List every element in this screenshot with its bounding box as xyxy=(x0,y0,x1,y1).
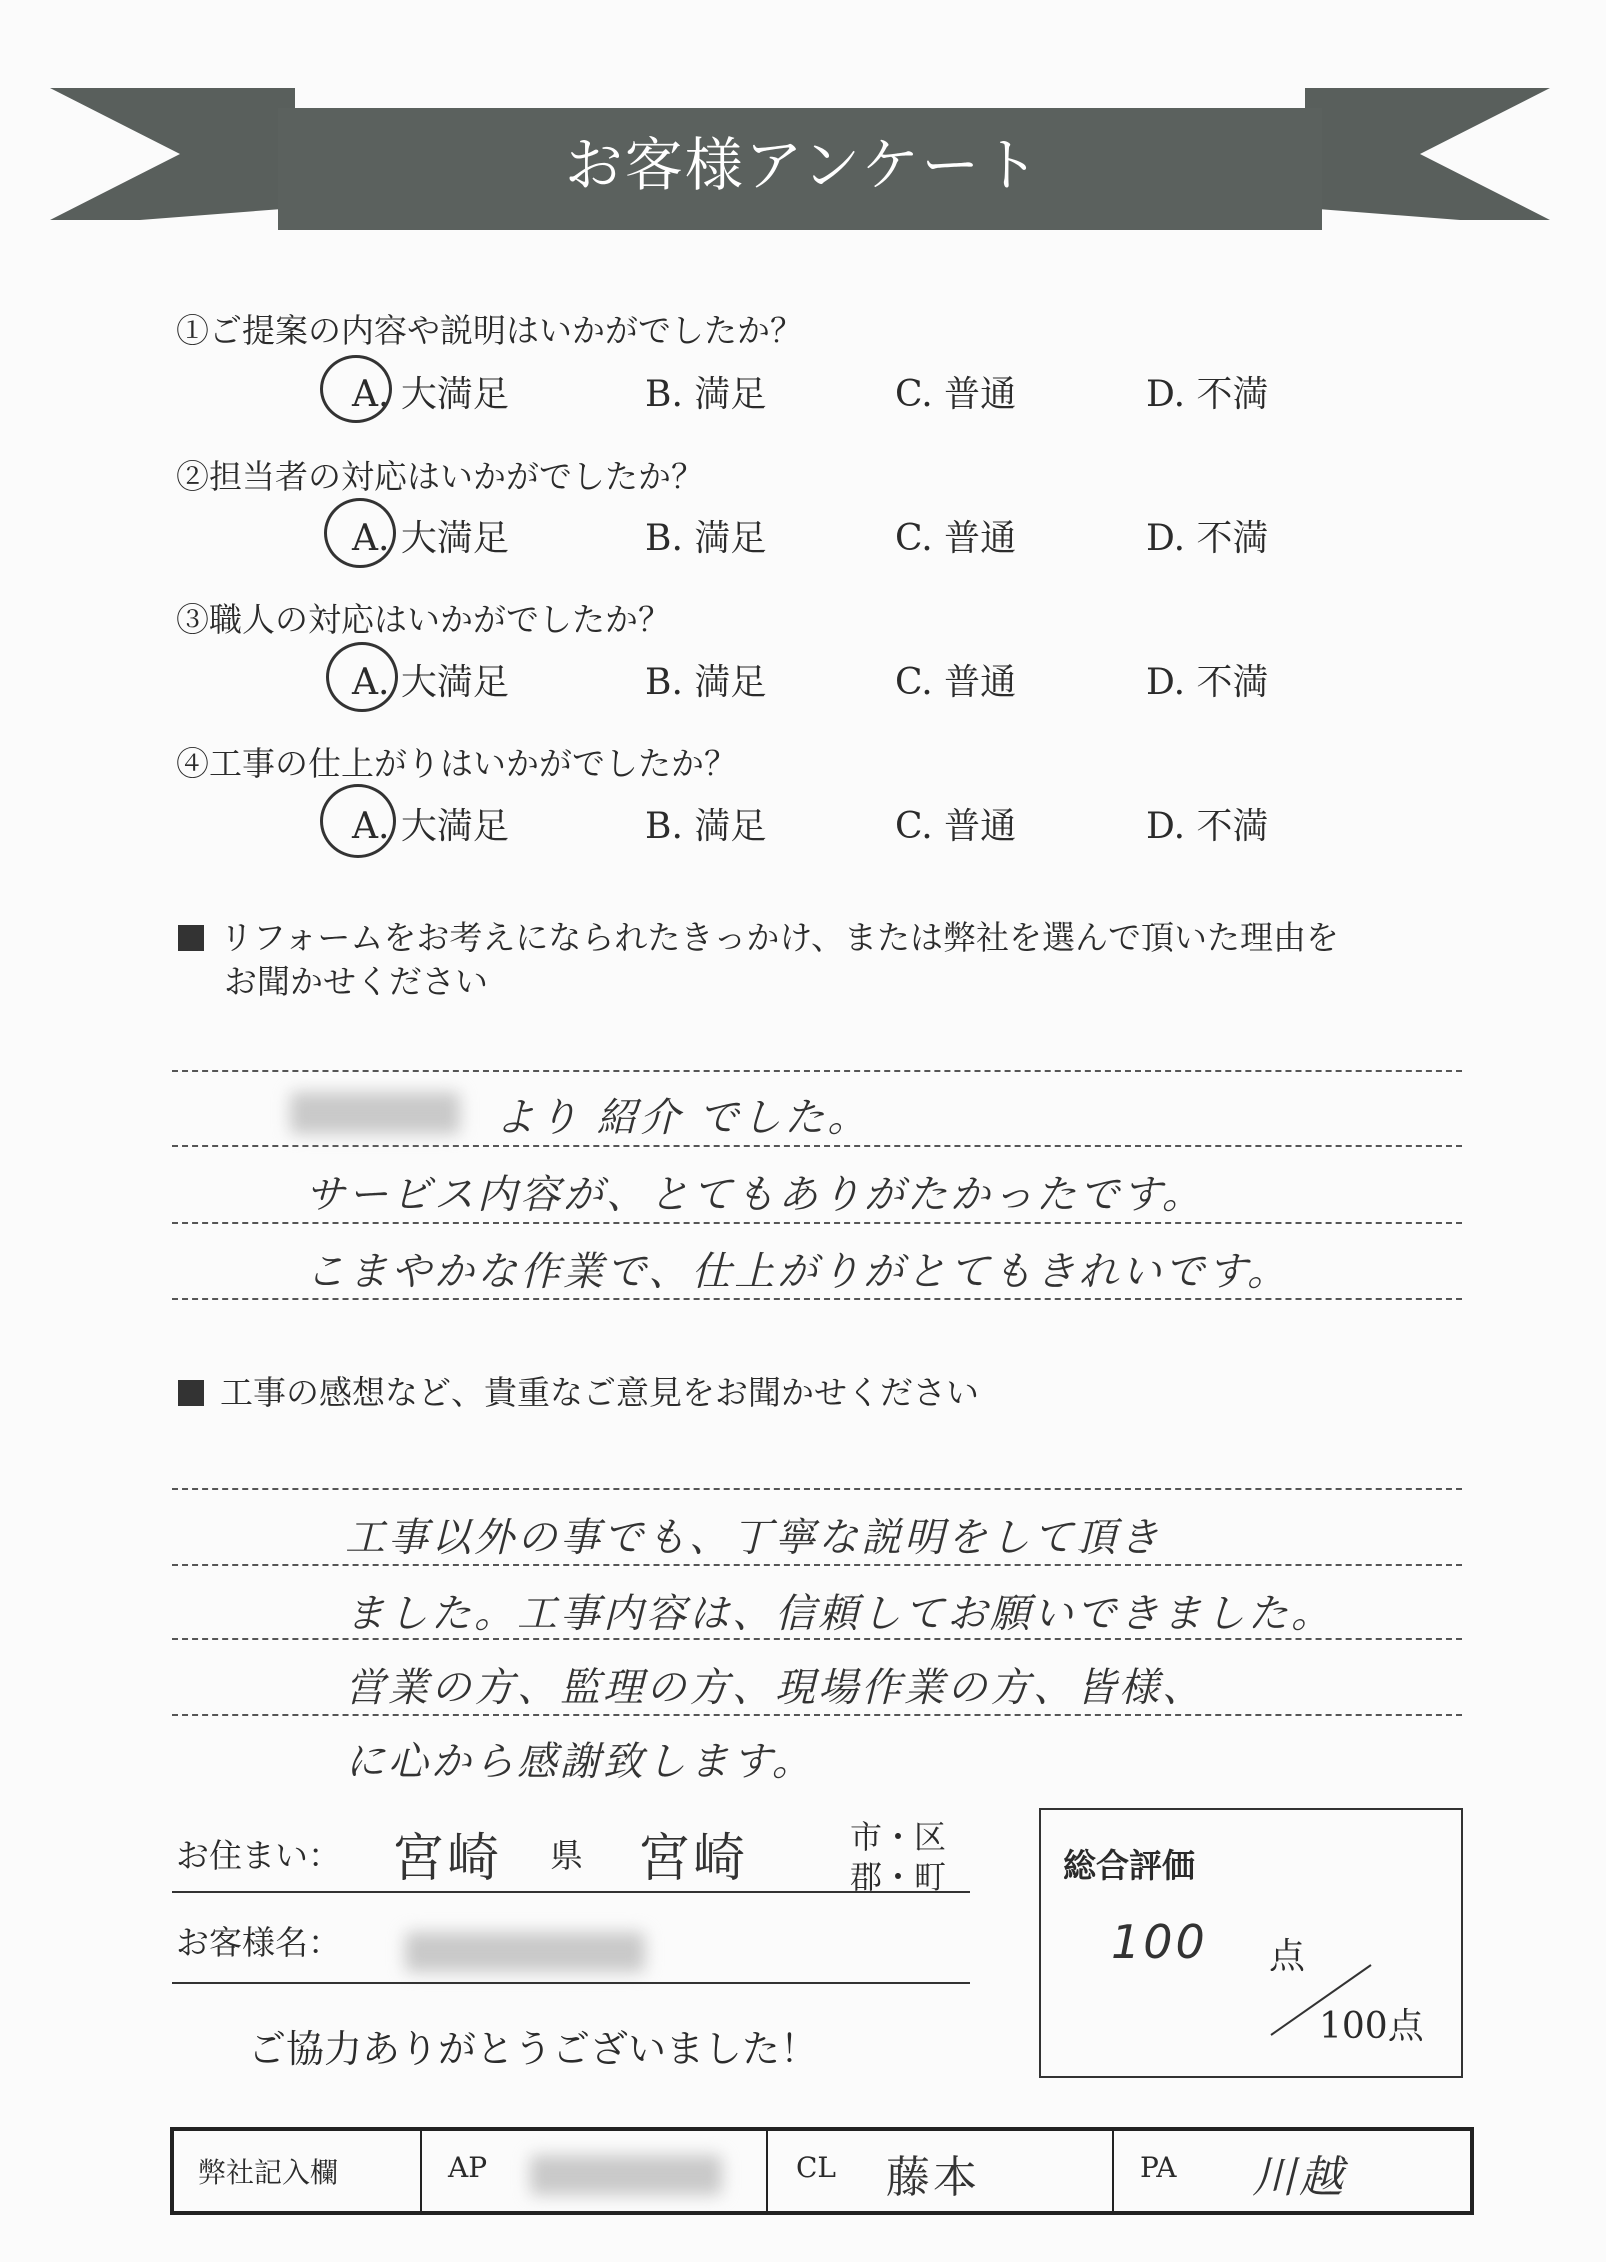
redacted-customer-name xyxy=(405,1932,645,1972)
address-underline xyxy=(172,1891,970,1893)
redacted-ap-value xyxy=(530,2155,722,2195)
office-use-label: 弊社記入欄 xyxy=(198,2156,339,2189)
section2-answer-line-3: 営業の方、監理の方、現場作業の方、皆様、 xyxy=(345,1665,1205,1711)
cl-value: 藤本 xyxy=(886,2152,980,2203)
q4-option-b[interactable]: B. 満足 xyxy=(645,806,767,847)
q3-selection-circle xyxy=(326,642,398,712)
city-value: 宮崎 xyxy=(638,1829,749,1889)
customer-underline xyxy=(172,1982,970,1984)
q3-option-d[interactable]: D. 不満 xyxy=(1146,662,1269,703)
page-title: お客様アンケート xyxy=(564,131,1042,199)
section1-heading-line2: お聞かせください xyxy=(224,962,488,1001)
cl-label: CL xyxy=(796,2151,837,2184)
section2-answer-line-4: に心から感謝致します。 xyxy=(345,1739,815,1785)
bullet-square-icon xyxy=(178,1380,204,1406)
q2-selection-circle xyxy=(324,498,396,568)
thanks-message: ご協力ありがとうございました！ xyxy=(248,2027,819,2071)
section1-heading: リフォームをお考えになられたきっかけ、または弊社を選んで頂いた理由を xyxy=(178,912,1339,959)
question-2: ②担当者の対応はいかがでしたか？ xyxy=(176,457,704,496)
pa-label: PA xyxy=(1140,2151,1177,2184)
question-1: ①ご提案の内容や説明はいかがでしたか？ xyxy=(176,311,803,350)
q3-option-b[interactable]: B. 満足 xyxy=(645,662,767,703)
q1-option-b[interactable]: B. 満足 xyxy=(645,374,767,415)
q1-option-d[interactable]: D. 不満 xyxy=(1146,374,1269,415)
city-type-line2: 郡・町 xyxy=(850,1858,947,1896)
q2-option-a[interactable]: A. 大満足 xyxy=(352,518,509,559)
cl-cell xyxy=(768,2131,1114,2211)
answer-rule xyxy=(172,1298,1462,1300)
q3-option-c[interactable]: C. 普通 xyxy=(895,662,1017,703)
customer-name-label: お客様名： xyxy=(176,1923,341,1962)
q2-option-c[interactable]: C. 普通 xyxy=(895,518,1017,559)
q4-option-d[interactable]: D. 不満 xyxy=(1146,806,1269,847)
q4-option-a[interactable]: A. 大満足 xyxy=(352,806,509,847)
score-value: 100 xyxy=(1111,1915,1208,1969)
ap-label: AP xyxy=(448,2151,488,2184)
prefecture-value: 宮崎 xyxy=(392,1829,503,1889)
pa-cell xyxy=(1114,2131,1470,2211)
q4-selection-circle xyxy=(320,784,396,858)
redacted-referrer xyxy=(290,1092,460,1134)
prefecture-suffix: 県 xyxy=(550,1836,583,1875)
office-use-table xyxy=(170,2127,1474,2215)
answer-rule xyxy=(172,1070,1462,1072)
q2-option-d[interactable]: D. 不満 xyxy=(1146,518,1269,559)
question-4: ④工事の仕上がりはいかがでしたか？ xyxy=(176,744,737,783)
city-type-line1: 市・区 xyxy=(850,1818,947,1856)
answer-rule xyxy=(172,1488,1462,1490)
q1-option-a[interactable]: A. 大満足 xyxy=(352,374,509,415)
section1-answer-line-2: サービス内容が、とてもありがたかったです。 xyxy=(305,1172,1205,1218)
answer-rule xyxy=(172,1564,1462,1566)
answer-rule xyxy=(172,1222,1462,1224)
ap-cell xyxy=(422,2131,768,2211)
section2-heading: 工事の感想など、貴重なご意見をお聞かせください xyxy=(178,1367,979,1414)
q3-option-a[interactable]: A. 大満足 xyxy=(352,662,509,703)
score-max: 100点 xyxy=(1319,2006,1424,2047)
bullet-square-icon xyxy=(178,925,204,951)
question-3: ③職人の対応はいかがでしたか？ xyxy=(176,600,671,639)
score-box xyxy=(1039,1808,1463,2078)
score-label: 総合評価 xyxy=(1063,1846,1195,1885)
answer-rule xyxy=(172,1145,1462,1147)
q4-option-c[interactable]: C. 普通 xyxy=(895,806,1017,847)
q1-selection-circle xyxy=(320,355,392,423)
answer-rule xyxy=(172,1714,1462,1716)
section2-answer-line-2: ました。工事内容は、信頼してお願いできました。 xyxy=(345,1591,1334,1637)
office-use-label-cell xyxy=(174,2131,422,2211)
q2-option-b[interactable]: B. 満足 xyxy=(645,518,767,559)
section1-answer-line-1: より 紹介 でした。 xyxy=(495,1095,871,1141)
score-unit: 点 xyxy=(1269,1936,1306,1977)
address-label: お住まい： xyxy=(176,1836,341,1875)
pa-value: 川越 xyxy=(1252,2152,1346,2203)
section2-answer-line-1: 工事以外の事でも、丁寧な説明をして頂き xyxy=(345,1515,1162,1561)
section1-answer-line-3: こまやかな作業で、仕上がりがとてもきれいです。 xyxy=(305,1249,1290,1295)
q1-option-c[interactable]: C. 普通 xyxy=(895,374,1017,415)
